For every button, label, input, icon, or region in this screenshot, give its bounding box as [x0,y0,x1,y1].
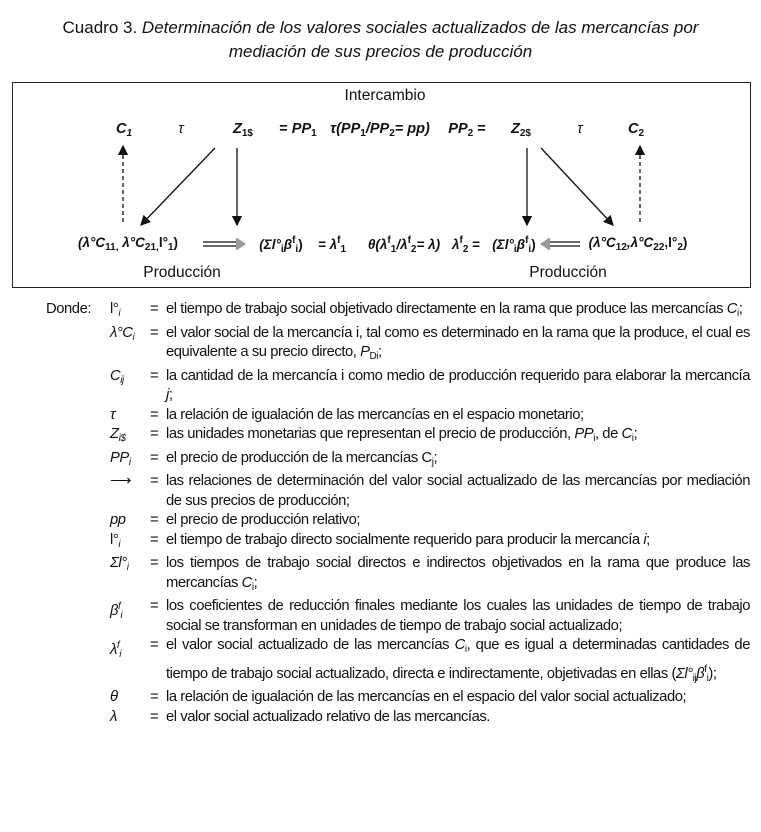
text-segment: 21, [144,242,159,253]
equals-sign: = [150,555,159,571]
text-segment: i [528,244,532,255]
text-segment: ; [738,301,743,317]
text-segment: 1$ [241,128,253,139]
text-segment: τ [110,406,116,423]
text-segment: C [621,426,632,442]
definition-symbol [110,688,150,708]
exchange-label: Intercambio [344,87,426,104]
text-segment: 1 [167,242,174,253]
definition-item [0,472,761,511]
text-segment: Z [233,121,242,137]
definition-symbol [110,554,150,597]
tau-right [577,121,582,137]
definition-item [0,425,761,449]
production-label-right: Producción [529,264,607,281]
commodity-c2 [628,121,644,139]
definition-text [166,449,750,473]
text-segment: C [726,301,738,317]
text-segment: 2 [677,242,683,253]
text-segment: = pp) [394,121,430,137]
text-segment: el valor social actualizado de las mercancías [166,637,455,653]
text-segment: i [119,649,121,660]
text-segment: i [118,538,121,550]
diagonal-arrow-right [541,148,613,225]
text-segment: ; [168,387,173,403]
text-segment: 2 [638,128,645,139]
definition-symbol [110,406,150,426]
price-pp1 [279,121,316,139]
lambda-1 [318,235,346,255]
text-segment: la relación de igualación de las mercancías en el espacio del valor social actualizado; [166,689,687,705]
text-segment: ) [173,235,179,250]
definition-text [166,300,750,324]
text-segment: ,l° [664,235,678,250]
price-pp2 [448,121,485,139]
text-segment: ) [531,237,536,252]
definition-text [166,636,750,688]
text-segment: = [468,237,481,252]
text-segment: i [706,672,709,684]
text-segment: las relaciones de determinación del valor social actualizado de las mercancías por mediación de sus precios de producción; [166,473,750,509]
equals-sign: = [150,598,159,614]
production-label-left: Producción [143,264,221,281]
text-segment: ,λ°C [626,235,654,250]
definition-text [166,554,750,597]
text-segment: θ(λ [367,237,388,252]
text-segment: ); [708,665,717,682]
text-segment: /PP [365,121,390,137]
definition-text [166,406,750,426]
text-segment: l° [158,235,168,250]
definition-text [166,708,750,728]
definition-symbol [110,531,150,555]
text-segment: 1 [390,244,397,255]
text-segment: i [737,308,739,319]
text-segment: ) [298,237,303,252]
definitions-list [0,300,761,727]
text-segment: pp [110,512,126,528]
text-segment: f [525,235,529,246]
text-segment: el valor social actualizado relativo de las mercancías. [166,708,490,725]
definition-item [0,511,761,531]
text-segment: i [120,610,123,621]
text-segment: 1 [360,128,366,139]
text-segment: P [360,344,370,360]
definition-item [0,597,761,636]
text-segment: , que es igual a determinadas cantidades de tiempo de trabajo social actualizado, directa e indirectamente, objetivadas en ellas ( [166,637,750,682]
text-segment: ij [120,374,124,386]
text-segment: PP [574,426,594,442]
double-arrow-left [541,238,580,250]
definition-item [0,688,761,708]
definition-symbol [110,449,150,473]
text-segment: el valor social de la mercancía i, tal como es determinado en la rama que la produce, el cual es equivalente a su precio directo, [166,324,750,360]
text-segment: ; [378,344,382,360]
text-segment: PP [448,121,468,137]
commodity-c1 [116,121,132,139]
definition-symbol [110,597,150,636]
text-segment: i [132,331,135,343]
definition-item [0,300,761,324]
text-segment: 1 [126,128,133,139]
text-segment: λ [110,642,117,658]
text-segment: (λ°C [588,235,616,250]
text-segment: f [292,235,296,246]
equals-sign: = [150,406,159,423]
text-segment: f [118,601,121,612]
definition-symbol [110,367,150,406]
text-segment: 2 [389,128,395,139]
text-segment: la cantidad de la mercancía i como medio de producción requerido para elaborar la mercancía [166,367,750,384]
caption-line-2: mediación de sus precios de producción [228,42,533,61]
text-segment: 2 [462,244,469,255]
lambda-2 [452,235,480,255]
text-segment: i [280,244,284,255]
text-segment: i [295,244,299,255]
definition-text [166,367,750,406]
diagram-arrows [0,0,761,300]
text-segment: C [241,574,252,591]
money-z1 [233,121,253,139]
definition-text [166,597,750,636]
text-segment: l° [110,301,119,317]
text-segment: = λ [317,237,338,252]
equals-sign: = [150,301,159,317]
equals-sign: = [150,689,159,705]
text-segment: i$ [118,433,126,444]
text-segment: β [283,237,293,252]
text-segment: i [464,644,467,655]
text-segment: ⟶ [110,473,131,489]
text-segment: i [126,562,129,573]
definition-symbol [110,300,150,324]
definition-item [0,324,761,367]
text-segment: ; [633,426,638,442]
definition-item [0,406,761,426]
text-segment: β [516,237,526,252]
text-segment: Z [511,121,520,137]
text-segment: ij [692,672,697,684]
text-segment: f [116,640,120,651]
definition-text [166,324,750,367]
definition-text [166,531,750,555]
text-segment: i [513,244,517,255]
text-segment: f [704,663,707,675]
text-segment: 2 [467,128,474,139]
text-segment: 12 [615,242,627,253]
equals-sign: = [150,708,159,725]
text-segment: j [431,456,434,468]
text-segment: las unidades monetarias que representan el precio de producción, [166,426,575,442]
text-segment: ) [682,235,688,250]
definition-item [0,449,761,473]
text-segment: τ(PP [330,121,361,137]
equals-sign: = [150,449,159,466]
equals-sign: = [150,426,159,442]
definitions-lead: Donde: [46,301,92,317]
text-segment: λ°C [110,324,133,341]
text-segment: C [454,637,465,653]
text-segment: i [643,531,647,548]
text-segment: PP [110,449,129,466]
text-segment: C [110,367,121,384]
text-segment: Σl° [675,665,693,682]
text-segment: 2$ [519,128,531,139]
text-segment: τ [577,121,583,137]
text-segment: PP [291,121,312,137]
equals-sign: = [150,512,159,528]
text-segment: 1 [340,244,347,255]
text-segment: el precio de producción relativo; [166,512,361,528]
text-segment: el tiempo de trabajo directo socialmente requerido para producir la mercancía [166,531,644,548]
definition-item [0,531,761,555]
text-segment: λ [110,708,117,725]
text-segment: ; [646,531,650,548]
equals-sign: = [150,473,159,489]
text-segment: el precio de producción de la mercancías C [166,449,432,466]
definition-text [166,425,750,449]
text-segment: la relación de igualación de las mercancías en el espacio monetario; [166,406,584,423]
text-segment: el tiempo de trabajo social objetivado directamente en la rama que produce las mercancías [166,301,727,317]
definition-symbol [110,708,150,728]
text-segment: ; [433,449,438,466]
text-segment: j [166,387,169,403]
text-segment: Z [110,426,119,442]
text-segment: i [118,308,121,319]
equals-sign: = [150,637,159,653]
definition-text [166,688,750,708]
text-segment: f [407,235,411,246]
text-segment: f [337,235,341,246]
equals-sign: = [150,324,159,341]
text-segment: (Σl° [259,237,281,252]
sum-right [492,235,535,255]
definition-item [0,367,761,406]
caption-line-1: Determinación de los valores sociales actualizados de las mercancías por [141,18,699,37]
text-segment: Di [369,351,379,362]
definition-item [0,708,761,728]
text-segment: θ [110,689,118,705]
equals-sign: = [150,367,159,384]
sum-left [259,235,302,255]
text-segment: i [593,433,595,444]
production-group-right [589,235,688,253]
text-segment: los tiempos de trabajo social directos e indirectos objetivados en la rama que produce las mercancías [166,555,750,591]
diagonal-arrow-left [141,148,215,225]
text-segment: 22 [653,242,665,253]
text-segment: β [696,665,705,682]
definition-item [0,636,761,688]
text-segment: (Σl° [492,237,514,252]
text-segment: (λ°C [77,235,106,250]
text-segment: f [459,235,463,246]
caption-prefix: Cuadro 3. [62,18,138,37]
text-segment: Σl° [110,555,127,571]
text-segment: , de [594,426,622,442]
text-segment: = λ) [416,237,441,252]
theta-ratio [368,235,440,255]
definition-symbol [110,324,150,367]
definition-symbol [110,472,150,511]
text-segment: C [115,121,127,137]
text-segment: 11, [105,242,119,253]
text-segment: τ [178,121,184,137]
double-arrow-right [203,238,245,250]
definition-item [0,554,761,597]
money-z2 [511,121,531,139]
text-segment: = [279,121,292,137]
definition-symbol [110,425,150,449]
text-segment: l° [110,531,119,548]
text-segment: 2 [410,244,417,255]
equals-sign: = [150,531,159,548]
text-segment: 1 [311,128,317,139]
definition-text [166,511,750,531]
text-segment: i [251,581,254,593]
text-segment: = [473,121,486,137]
text-segment: f [387,235,391,246]
text-segment: /λ [396,237,408,252]
text-segment: λ [451,237,460,252]
text-segment: C [627,121,639,137]
text-segment: i [631,433,634,444]
relative-price [330,121,430,139]
text-segment: ; [253,574,258,591]
tau-left [178,121,183,137]
definition-symbol [110,636,150,688]
text-segment: λ°C [118,235,145,250]
text-segment: los coeficientes de reducción finales mediante los cuales las unidades de tiempo de trabajo social se transforman en unidades de tiempo de trabajo social actualizado; [166,598,750,634]
production-group-left [78,235,178,253]
text-segment: β [110,603,119,619]
text-segment: i [128,456,131,468]
definition-text [166,472,750,511]
definition-symbol [110,511,150,531]
